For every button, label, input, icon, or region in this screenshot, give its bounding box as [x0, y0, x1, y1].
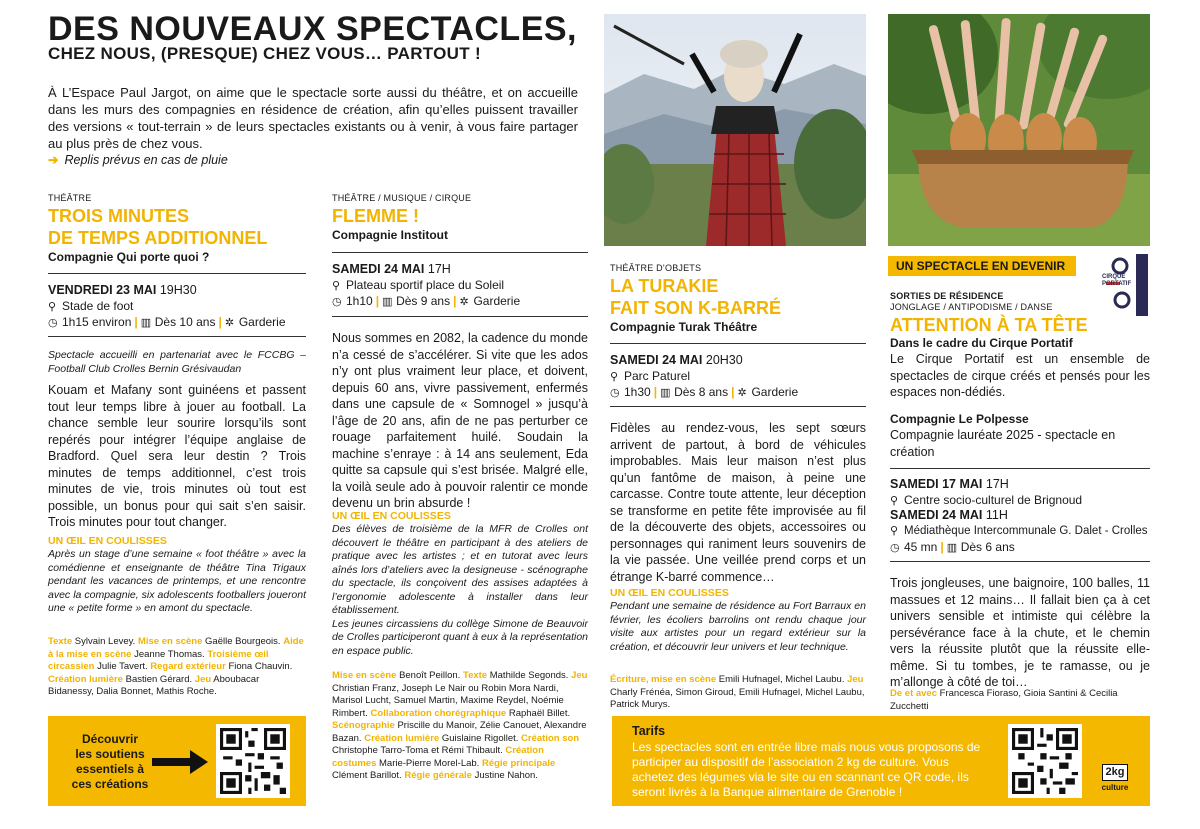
page-title: DES NOUVEAUX SPECTACLES,	[48, 10, 578, 48]
credit-key: Texte	[462, 670, 488, 681]
location-pin-icon: ⚲	[890, 495, 899, 507]
age-bars-icon: ▥	[382, 296, 393, 308]
show4-place2	[890, 523, 1152, 540]
show1-date-day: VENDREDI 23 MAI	[48, 283, 157, 297]
childcare-icon: ✲	[224, 317, 235, 329]
credit-key: Jeu	[571, 670, 588, 681]
2kg-logo-bottom: culture	[1101, 783, 1129, 792]
credit-key: Texte	[48, 636, 73, 647]
show4-place2-text: Médiathèque Intercommunale G. Dalet - Crolles	[904, 525, 1148, 537]
show1-title-line1: TROIS MINUTES	[48, 206, 190, 226]
show1-divider-2	[48, 336, 306, 337]
show1-description: Kouam et Mafany sont guinéens et passent tout leur temps libre à jouer au football. La chance semble leur sourire lorsqu’ils sont repérés pour intégrer l’équipe anglaise de Bradford. Quel sera leur destin ? Trois minutes de temps additionnel, c’est trois minutes de vie, trois minutes où tout est possible, un bonus pour qui sait s’en saisir. Trois minutes pour tout changer.	[48, 383, 306, 529]
show3-place-text: Parc Paturel	[624, 369, 691, 383]
credit-value: Priscille du Manoir, Zélie Canouet, Alexandre Bazan.	[332, 720, 587, 744]
credit-value: Mathilde Segonds.	[489, 670, 569, 681]
show2-backstage-p1: Des élèves de troisième de la MFR de Crolles ont découvert le théâtre en participant à des ateliers de pratique avec les artistes ; et en tutorat avec leurs aînés lors d’ateliers avec la designeuse - scénographe du spectacle, ils conçoivent des assises adaptées à l’ergonomie adolescente à installer dans leur établissement.	[332, 523, 588, 616]
show3-title-line1: LA TURAKIE	[610, 276, 719, 296]
show3-date-day: SAMEDI 24 MAI	[610, 353, 703, 367]
show2-duration: 1h10	[346, 294, 373, 308]
cirque-portatif-logo	[1100, 252, 1150, 318]
show1-date-time: 19H30	[159, 283, 197, 297]
show2-place-text: Plateau sportif place du Soleil	[346, 278, 505, 292]
credit-key: Aide à la mise en scène	[48, 636, 304, 660]
credit-value: Charly Frénéa, Simon Giroud, Emili Hufnagel, Michel Laubu, Patrick Murys.	[610, 686, 865, 710]
credit-key: Jeu	[847, 674, 864, 685]
show1-title-line2: DE TEMPS ADDITIONNEL	[48, 228, 268, 248]
qr-code-tarifs[interactable]	[1008, 724, 1082, 798]
age-bars-icon: ▥	[660, 387, 671, 399]
show4-date1	[890, 476, 1009, 493]
show2-meta	[332, 293, 520, 311]
cirque-portatif-logo-text: CIRQUE PORTATIF	[1102, 274, 1132, 287]
intro-text: À L’Espace Paul Jargot, on aime que le spectacle sorte aussi du théâtre, et on accueille dans les murs des compagnies en résidence de création, afin qu’elles puissent travailler des versions « tout-terrain » de leurs spectacles existants ou à venir, à vous faire partager au plus près de chez vous.	[48, 85, 578, 151]
show1-childcare: Garderie	[238, 315, 286, 329]
show2-divider	[332, 252, 588, 253]
support-box	[48, 716, 306, 806]
credit-value: Emili Hufnagel, Michel Laubu.	[718, 674, 845, 685]
show1-company: Compagnie Qui porte quoi ?	[48, 250, 210, 264]
credit-key: Jeu	[194, 673, 212, 685]
separator: |	[375, 294, 380, 308]
show2-company: Compagnie Institout	[332, 228, 448, 242]
show4-date2	[890, 507, 1008, 524]
show2-credits	[332, 670, 588, 783]
show4-category-bold: SORTIES DE RÉSIDENCE	[890, 291, 1004, 301]
show1-date	[48, 282, 197, 299]
location-pin-icon: ⚲	[48, 301, 57, 313]
qr-code-supports[interactable]	[216, 724, 290, 798]
show1-partner-note: Spectacle accueilli en partenariat avec le FCCBG – Football Club Crolles Bernin Grésivaudan	[48, 349, 306, 375]
show2-date-day: SAMEDI 24 MAI	[332, 262, 425, 276]
show4-context: Dans le cadre du Cirque Portatif	[890, 336, 1073, 350]
credit-key: Mise en scène	[137, 636, 203, 647]
show2-date	[332, 261, 451, 278]
show1-place-text: Stade de foot	[62, 299, 134, 313]
credit-key: Régie générale	[404, 770, 472, 781]
separator: |	[731, 385, 735, 399]
show1-age: Dès 10 ans	[154, 315, 216, 329]
show4-badge-text: UN SPECTACLE EN DEVENIR	[896, 259, 1066, 273]
show3-divider	[610, 343, 866, 344]
tarifs-text: Les spectacles sont en entrée libre mais nous vous proposons de participer au dispositif de l’association 2 kg de culture. Vous achetez des légumes via le site ou en scannant ce QR code, ils seront livrés à la Banque alimentaire de Grenoble !	[632, 740, 981, 799]
separator: |	[134, 315, 138, 329]
show1-backstage-title: UN ŒIL EN COULISSES	[48, 535, 167, 547]
credit-key: Création lumière	[364, 732, 440, 744]
show3-company: Compagnie Turak Théâtre	[610, 320, 758, 334]
show4-title: ATTENTION À TA TÊTE	[890, 315, 1088, 335]
show3-credits	[610, 674, 866, 712]
show4-date2-day: SAMEDI 24 MAI	[890, 508, 983, 522]
show3-title-line2: FAIT SON K-BARRÉ	[610, 298, 781, 318]
support-line: Découvrir	[81, 732, 139, 746]
show1-backstage-text: Après un stage d’une semaine « foot théâtre » avec la comédienne et enseignante de théâtre Tina Trigaux pendant les vacances de printemps, et une rencontre avec la compagnie, six adolescents footballers joueront une « petite forme » en amont du spectacle.	[48, 548, 306, 614]
location-pin-icon: ⚲	[332, 280, 341, 292]
rain-note	[48, 152, 228, 167]
rain-note-text: Replis prévus en cas de pluie	[64, 153, 228, 167]
support-line: ces créations	[71, 777, 149, 791]
age-bars-icon: ▥	[140, 317, 152, 329]
show3-backstage-title: UN ŒIL EN COULISSES	[610, 587, 729, 599]
separator: |	[653, 385, 658, 399]
credit-value: Julie Tavert.	[97, 661, 148, 672]
show2-title: FLEMME !	[332, 206, 419, 226]
show3-meta	[610, 384, 798, 402]
show1-meta	[48, 314, 286, 332]
show4-divider-2	[890, 561, 1150, 562]
show4-category: JONGLAGE / ANTIPODISME / DANSE	[890, 302, 1053, 312]
show4-credits	[890, 688, 1152, 713]
show4-place1-text: Centre socio-culturel de Brignoud	[904, 493, 1083, 507]
show2-divider-2	[332, 316, 588, 317]
show3-category: THÉÂTRE D’OBJETS	[610, 263, 702, 273]
show2-category: THÉÂTRE / MUSIQUE / CIRQUE	[332, 193, 472, 203]
support-box-text	[60, 732, 160, 792]
clock-icon: ◷	[610, 387, 620, 399]
separator: |	[453, 294, 457, 308]
show2-description: Nous sommes en 2082, la cadence du monde n’a cessé de s’accélérer. Si vite que les ados n’y ont plus vraiment leur place, et doivent, depuis 60 ans, vivre passivement, enfermés dans une capsule de « Somnogel » jusqu’à l’âge de 20 ans, afin de ne pas perturber ce rouage parfaitement huilé. Soudain la machine s’enraye : à 14 ans seulement, Eda quitte sa capsule qui s’est brisée. Malgré elle, la voilà seule ado à pouvoir ralentir ce monde devenu un brin absurde !	[332, 331, 588, 510]
credit-value: Aboubacar Bidanessy, Dalia Bonnet, Mathis Roche.	[48, 673, 260, 697]
credit-key: Création son	[521, 732, 580, 744]
credit-key: Mise en scène	[332, 670, 397, 681]
show4-company: Compagnie Le Polpesse	[890, 412, 1029, 426]
credit-key: Création lumière	[48, 673, 123, 685]
credit-value: Jeanne Thomas.	[134, 648, 205, 660]
show3-age: Dès 8 ans	[674, 385, 729, 399]
credit-value: Christian Franz, Joseph Le Nair ou Robin Mora Nardi, Marisol Lucht, Samuel Martin, Maxime Reydel, Noémie Rimbert.	[332, 682, 564, 719]
show4-date1-time: 17H	[985, 477, 1009, 491]
credit-value: Clément Barillot.	[332, 770, 402, 781]
credit-key: Création costumes	[332, 745, 544, 769]
tarifs-title: Tarifs	[632, 724, 666, 738]
clock-icon: ◷	[48, 317, 58, 329]
credit-value: Benoît Peillon.	[399, 670, 461, 681]
show4-duration: 45 mn	[904, 540, 938, 554]
age-bars-icon: ▥	[946, 542, 958, 554]
show4-age: Dès 6 ans	[960, 540, 1015, 554]
credit-value: Francesca Fioraso, Gioia Santini & Cecilia Zucchetti	[890, 688, 1118, 712]
show2-age: Dès 9 ans	[396, 294, 451, 308]
show3-duration: 1h30	[624, 385, 651, 399]
show3-backstage-text: Pendant une semaine de résidence au Fort Barraux en février, les écoliers barrolins ont rendu chaque jour visite aux artistes pour un regard extérieur sur la création, et découvrir leur univers et leur technique.	[610, 600, 866, 653]
credit-value: Sylvain Levey.	[74, 636, 136, 647]
credit-value: Marie-Pierre Morel-Lab.	[379, 757, 480, 769]
show4-divider	[890, 468, 1150, 469]
show2-backstage-text	[332, 523, 588, 658]
credit-key: De et avec	[890, 688, 938, 699]
credit-key: Troisième œil circassien	[48, 648, 269, 672]
show4-context-text: Le Cirque Portatif est un ensemble de spectacles de cirque créés et pensés pour les espaces non-dédiés.	[890, 352, 1150, 399]
credit-value: Gaëlle Bourgeois.	[205, 636, 281, 647]
support-line: les soutiens	[75, 747, 145, 761]
credit-value: Raphaël Billet.	[508, 707, 571, 719]
show1-divider	[48, 273, 306, 274]
credit-key: Regard extérieur	[150, 661, 226, 672]
credit-value: Justine Nahon.	[474, 770, 538, 781]
show4-description: Trois jongleuses, une baignoire, 100 balles, 11 massues et 12 mains… Il fallait bien ça à cet univers sensible et intimiste qui célèbre la persévérance face à la chute, et le chemin vers la réussite plutôt que la réussite elle-même. Si tu tombes, je te ramasse, ou je m’allonge à côté de toi…	[890, 576, 1150, 689]
photo-attention-a-ta-tete	[888, 14, 1150, 246]
credit-key: Régie principale	[481, 757, 556, 769]
show3-description: Fidèles au rendez-vous, les sept sœurs arrivent de partout, à bord de véhicules improbables. Mais leur maison n’est plus qu’un fantôme de maison, à peine une carcasse. Contre toute attente, leur déception se transforme en petite fête improvisée au fil de la découverte des objets, accessoires ou personnages qui raniment leurs souvenirs de la vie passée. Une veillée prend corps et un étrange K-barré commence…	[610, 421, 866, 584]
2kg-culture-logo	[1090, 760, 1140, 800]
credit-key: Collaboration chorégraphique	[370, 707, 507, 719]
photo-la-turakie	[604, 14, 866, 246]
support-line: essentiels à	[75, 762, 145, 776]
separator: |	[940, 540, 944, 554]
show4-company-note: Compagnie lauréate 2025 - spectacle en création	[890, 428, 1116, 459]
show1-duration: 1h15 environ	[62, 315, 132, 329]
show2-backstage-p2: Les jeunes circassiens du collège Simone de Beauvoir de Crolles participeront quant à eux à la représentation en espace public.	[332, 617, 588, 657]
show4-date2-time: 11H	[985, 508, 1008, 522]
show1-credits	[48, 636, 306, 699]
location-pin-icon: ⚲	[610, 371, 619, 383]
show2-backstage-title: UN ŒIL EN COULISSES	[332, 510, 451, 522]
show3-date-time: 20H30	[705, 353, 743, 367]
arrow-right-icon: ➔	[48, 153, 59, 167]
credit-value: Guislaine Rigollet.	[441, 732, 519, 744]
clock-icon: ◷	[332, 296, 342, 308]
clock-icon: ◷	[890, 542, 900, 554]
tarifs-box	[612, 716, 1150, 806]
location-pin-icon: ⚲	[890, 525, 899, 537]
credit-key: Scénographie	[332, 720, 395, 731]
show1-category: THÉÂTRE	[48, 193, 92, 203]
arrow-right-icon	[152, 750, 208, 774]
show3-childcare: Garderie	[751, 385, 799, 399]
show3-divider-2	[610, 406, 866, 407]
credit-value: Bastien Gérard.	[125, 673, 193, 685]
separator: |	[218, 315, 222, 329]
show4-meta	[890, 539, 1015, 557]
show4-badge	[888, 256, 1076, 276]
show3-date	[610, 352, 743, 369]
credit-key: Écriture, mise en scène	[610, 674, 717, 685]
show2-date-time: 17H	[427, 262, 451, 276]
childcare-icon: ✲	[459, 296, 469, 308]
show2-childcare: Garderie	[473, 294, 521, 308]
credit-value: Christophe Tarro-Toma et Rémi Thibault.	[332, 745, 503, 756]
credit-value: Fiona Chauvin.	[228, 661, 293, 672]
page-subtitle: CHEZ NOUS, (PRESQUE) CHEZ VOUS… PARTOUT !	[48, 44, 481, 63]
childcare-icon: ✲	[737, 387, 747, 399]
2kg-logo-top: 2kg	[1102, 764, 1129, 781]
show4-date1-day: SAMEDI 17 MAI	[890, 477, 983, 491]
